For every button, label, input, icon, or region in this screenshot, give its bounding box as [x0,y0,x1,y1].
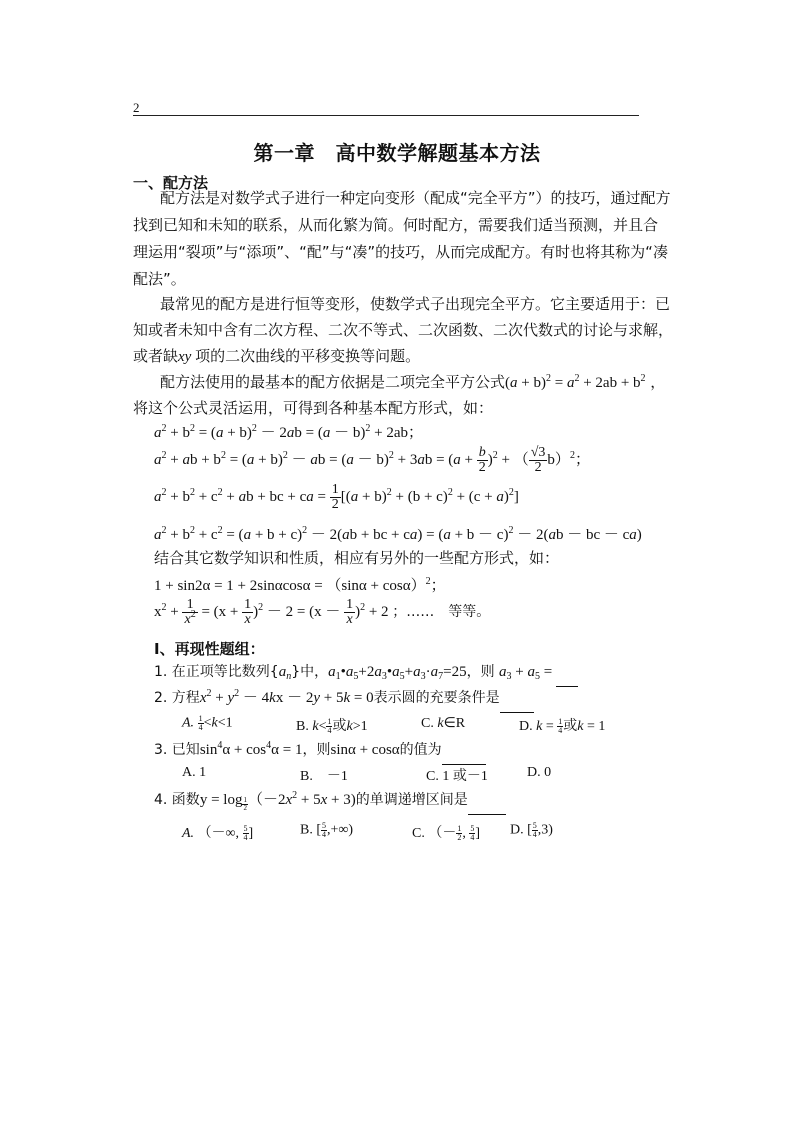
formula-2: $a^2$ + ab + $b^2 = (a + b)^2$ － ab = $(a - b)^2 + 3ab = (a$ + $\frac{b}{2}$ )$^2$ + （ $\frac{√3}{2}$ b）$^2$； [154,445,590,475]
problem-2-option-c: C. k∈R [421,716,466,731]
header-rule [133,115,639,116]
problem-4: 4. 函数y = log $_{\frac{1}{2}}$ $(-2x^2 + 5x + 3)$的单调递增区间是 [154,787,506,815]
problem-4-option-a: A. （－∞, $\frac{5}{4}$ ] [182,824,254,843]
problem-3-option-c: C. 1 或－1 [426,769,488,784]
para1-line3: 理运用“裂项”与“添项”、“配”与“凑”的技巧，从而完成配方。有时也将其称为“凑 [133,243,668,261]
formula-3: $a^2 + b^2 + c^2$ + ab + bc + ca = $\frac{1}{2}$ $[(a + b)^2 + (b + c)^2 + (c + a)^2]$ [154,482,519,512]
problem-2: 2. 方程$x^2 + y^2 - 4kx - 2y + 5k = 0$表示圆的充要条件是 [154,685,534,713]
section-heading-problems: Ⅰ、再现性题组： [154,640,265,658]
problem-3-option-b: B. －1 [300,769,348,784]
para3-line2: 将这个公式灵活运用，可得到各种基本配方形式，如： [133,399,494,417]
para1-line1: 配方法是对数学式子进行一种定向变形（配成“完全平方”）的技巧，通过配方 [160,189,671,207]
problem-2-option-d: D. k = $\frac{1}{4}$ 或k = 1 [519,717,606,736]
para4-line1: 结合其它数学知识和性质，相应有另外的一些配方形式，如： [154,549,560,567]
problem-3: 3. 已知$\sin^4\alpha + \cos^4\alpha = 1$，则sinα + cosα的值为 [154,737,486,765]
formula-6: $x^2$ + $\frac{1}{x^2}$ = (x + $\frac{1}{x}$ )$^2$ － 2 = (x － $\frac{1}{x}$ )$^2$ + 2 ；…… 等等。 [154,597,491,627]
para1-line2: 找到已知和未知的联系，从而化繁为简。何时配方，需要我们适当预测，并且合 [133,216,659,234]
formula-5: $1 + \sin 2\alpha = 1 + 2\sin\alpha\cos\alpha = (\sin\alpha + \cos\alpha)^2$； [154,576,446,594]
para1-line4: 配法”。 [133,270,186,288]
problem-4-option-c: C. （－ $\frac{1}{2}$ , $\frac{5}{4}$ ] [412,824,481,843]
problem-4-option-d: D. [ $\frac{5}{4}$ ,3) [510,821,553,839]
chapter-title: 第一章 高中数学解题基本方法 [253,141,541,165]
problem-1: 1. 在正项等比数列$\{a_n\}$中，$a_1•a_5+2a_3•a_5+a_3\cdot a_7=25$，则 $a_3 + a_5$ = [154,659,578,687]
para2-line3: 或者缺xy 项的二次曲线的平移变换等问题。 [133,347,421,365]
problem-2-option-a: A. $\frac{1}{4}$ <k<1 [182,714,233,732]
problem-3-option-d: D. 0 [527,765,552,780]
formula-1: $a^2 + b^2 = (a + b)^2 - 2ab = (a - b)^2 + 2ab$； [154,423,424,441]
problem-3-option-a: A. 1 [182,765,207,780]
section-heading-peifangfa: 一、配方法 [133,174,209,192]
formula-4: $a^2 + b^2 + c^2 = (a + b + c)^2 - 2(ab$ + bc + $ca) = (a + b - c)^2 - 2(ab$ － bc － ca) [154,525,642,543]
para2-line2: 知或者未知中含有二次方程、二次不等式、二次函数、二次代数式的讨论与求解， [133,321,674,339]
problem-2-option-b: B. k< $\frac{1}{4}$ 或k>1 [296,717,368,736]
para2-line1: 最常见的配方是进行恒等变形，使数学式子出现完全平方。它主要适用于：已 [160,295,671,313]
problem-4-option-b: B. [ $\frac{5}{4}$ ,+∞) [300,821,354,839]
para3-line1: 配方法使用的最基本的配方依据是二项完全平方公式$(a + b)^2 = a^2 + 2ab + b^2$ ， [160,373,666,391]
page-number: 2 [133,100,140,115]
